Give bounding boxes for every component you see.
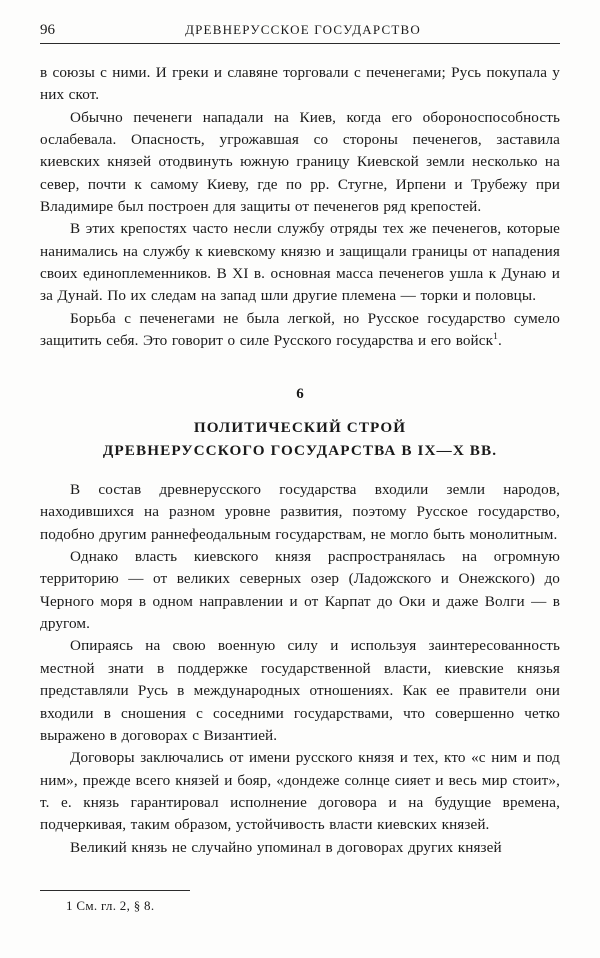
section-number: 6 (296, 386, 304, 403)
paragraph: Договоры заключались от имени русского князя и тех, кто «с ним и под ним», прежде всего князей и бояр, «дондеже солнце сияет и весь мир стоит», т. е. князь гарантировал исполнение договора и на будущие времена, подчеркивая, таким образом, устойчивость власти киевских князей. (40, 749, 560, 834)
paragraph-text: Борьба с печенегами не была легкой, но Русское государство сумело защитить себя. Это говорит о силе Русского государства и его войск (40, 309, 560, 350)
footnote-rule (40, 890, 190, 891)
body-text-top (40, 62, 560, 352)
body-text-bottom (40, 479, 560, 859)
paragraph: Великий князь не случайно упоминал в договорах других князей (70, 838, 502, 856)
section-title-line2: ДРЕВНЕРУССКОГО ГОСУДАРСТВА В IX—X ВВ. (102, 442, 498, 460)
footnote-marker: 1 (493, 332, 498, 343)
header-rule (40, 43, 560, 44)
footnote-text: 1 См. гл. 2, § 8. (66, 898, 155, 913)
footnote-area (40, 890, 560, 914)
paragraph: в союзы с ними. И греки и славяне торговали с печенегами; Русь покупала у них скот. (40, 64, 560, 104)
paragraph: В состав древнерусского государства входили земли народов, находившихся на разном уровне развития, поэтому Русское государство, подобно другим раннефеодальным государствам, не могло быть монолитным. (40, 481, 560, 543)
running-title: ДРЕВНЕРУССКОЕ ГОСУДАРСТВО (185, 22, 421, 37)
page-header (40, 22, 560, 39)
page-number: 96 (40, 22, 55, 38)
paragraph-with-footnote: Борьба с печенегами не была легкой, но Русское государство сумело защитить себя. Это говорит о силе Русского государства и его войск$^1$. (40, 309, 560, 350)
paragraph: Однако власть киевского князя распространялась на огромную территорию — от великих северных озер (Ладожского и Онежского) до Черного моря в одном направлении и от Карпат до Оки и даже Волги — в другом. (40, 548, 560, 633)
paragraph: Опираясь на свою военную силу и используя заинтересованность местной знати в поддержке государственной власти, киевские князья представляли Русь в международных отношениях. Как ее правители они входили в сношения с соседними государствами, что совершенно четко выражено в договорах с Византией. (40, 637, 560, 744)
section-title (40, 417, 560, 463)
section-title-line1: ПОЛИТИЧЕСКИЙ СТРОЙ (193, 419, 407, 437)
paragraph: В этих крепостях часто несли службу отряды тех же печенегов, которые нанимались на службу к киевскому князю и защищали границы от нападения своих единоплеменников. В XI в. основная масса печенегов ушла к Дунаю и за Дунай. По их следам на запад шли другие племена — торки и половцы. (40, 220, 560, 305)
paragraph: Обычно печенеги нападали на Киев, когда его обороноспособность ослабевала. Опасность, угрожавшая со стороны печенегов, заставила киевских князей отодвинуть южную границу Киевской земли несколько на север, почти к самому Киеву, где по рр. Стугне, Ирпени и Трубежу при Владимире был построен для защиты от печенегов ряд крепостей. (40, 108, 560, 216)
